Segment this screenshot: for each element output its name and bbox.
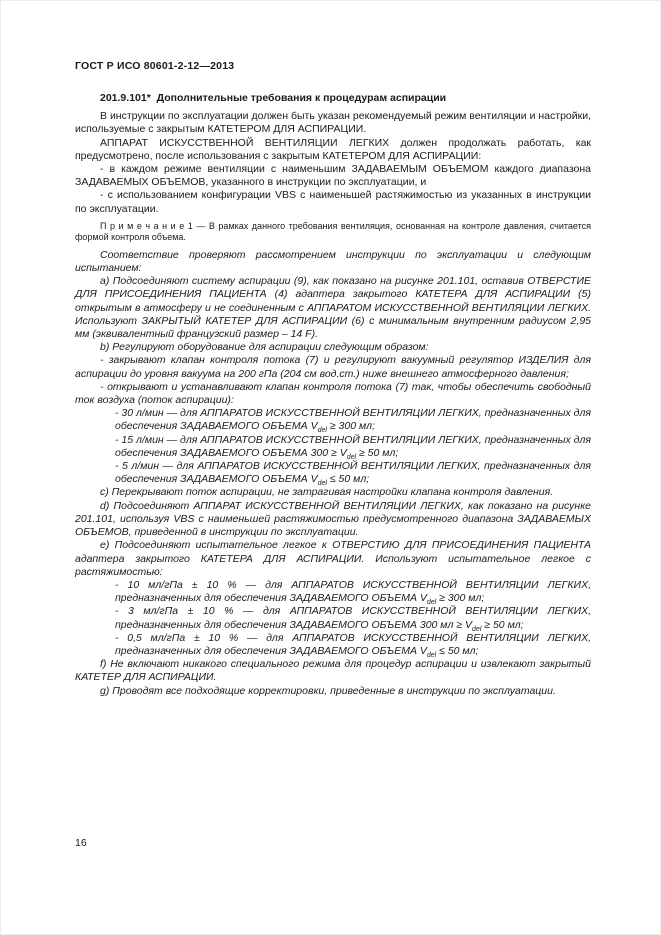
step-c-paragraph: c) Перекрывают поток аспирации, не затрагивая настройки клапана контроля давления. [100, 486, 554, 499]
step-g-paragraph: g) Проводят все подходящие корректировки, приведенные в инструкции по эксплуатации. [100, 684, 556, 697]
step-b-paragraph: b) Регулируют оборудование для аспирации следующим образом: [100, 341, 429, 354]
body-paragraph: В инструкции по эксплуатации должен быть указан рекомендуемый режим вентиляции и настройки, используемые с закрытым КАТЕТЕРОМ ДЛЯ АСПИРАЦИИ. [75, 110, 591, 136]
flow-list-item: - 5 л/мин — для АППАРАТОВ ИСКУССТВЕННОЙ ВЕНТИЛЯЦИИ ЛЕГКИХ, предназначенных для обеспечения ЗАДАВАЕМОГО ОБЪЕМА $V_{del} \le 50$ мл; [115, 460, 591, 488]
note-paragraph: П р и м е ч а н и е 1 — В рамках данного требования вентиляция, основанная на контроле давления, считается формой контроля объема. [75, 220, 591, 242]
list-item-dash: - в каждом режиме вентиляции с наименьшим ЗАДАВАЕМЫМ ОБЪЕМОМ каждого диапазона ЗАДАВАЕМЫХ ОБЪЕМОВ, указанного в инструкции по эксплуатации, и [75, 163, 591, 189]
compliance-list-item: - 0,5 мл/гПа ± 10 % — для АППАРАТОВ ИСКУССТВЕННОЙ ВЕНТИЛЯЦИИ ЛЕГКИХ, предназначенных для обеспечения ЗАДАВАЕМОГО ОБЪЕМА $V_{del} \le 50$ мл; [115, 631, 591, 660]
list-item-dash: - открывают и устанавливают клапан контроля потока (7) так, чтобы обеспечить свободный ток воздуха (поток аспирации): [75, 380, 591, 407]
flow-list-item: - 30 л/мин — для АППАРАТОВ ИСКУССТВЕННОЙ ВЕНТИЛЯЦИИ ЛЕГКИХ, предназначенных для обеспечения ЗАДАВАЕМОГО ОБЪЕМА $V_{del} \ge 300$ мл; [115, 407, 591, 435]
compliance-list-item: - 3 мл/гПа ± 10 % — для АППАРАТОВ ИСКУССТВЕННОЙ ВЕНТИЛЯЦИИ ЛЕГКИХ, предназначенных для обеспечения ЗАДАВАЕМОГО ОБЪЕМА 300 мл ≥ $V_{del} \ge 50$ мл; [115, 605, 591, 633]
section-heading: 201.9.101* Дополнительные требования к процедурам аспирации [100, 92, 447, 104]
document-content [75, 92, 591, 698]
compliance-intro-paragraph: Соответствие проверяют рассмотрением инструкции по эксплуатации и следующим испытанием: [75, 248, 591, 275]
document-header: ГОСТ Р ИСО 80601-2-12—2013 [75, 60, 235, 72]
flow-list-item: - 15 л/мин — для АППАРАТОВ ИСКУССТВЕННОЙ ВЕНТИЛЯЦИИ ЛЕГКИХ, предназначенных для обеспечения ЗАДАВАЕМОГО ОБЪЕМА $300 \ge V_{del} \ge 50$ мл; [115, 433, 591, 461]
step-a-paragraph: a) Подсоединяют систему аспирации (9), как показано на рисунке 201.101, оставив ОТВЕРСТИЕ ДЛЯ ПРИСОЕДИНЕНИЯ ПАЦИЕНТА (4) адаптера закрытого КАТЕТЕРА ДЛЯ АСПИРАЦИИ (5) открытым в атмосферу и не соединенным с АППАРАТОМ ИСКУССТВЕННОЙ ВЕНТИЛЯЦИИ ЛЕГКИХ. Используют ЗАКРЫТЫЙ КАТЕТЕР ДЛЯ АСПИРАЦИИ (6) с минимальным внутренним радиусом 2,95 мм (эквивалентный французский размер – 14 F). [75, 275, 591, 341]
step-f-paragraph: f) Не включают никакого специального режима для процедур аспирации и извлекают закрытый КАТЕТЕР ДЛЯ АСПИРАЦИИ. [75, 658, 591, 684]
body-paragraph: АППАРАТ ИСКУССТВЕННОЙ ВЕНТИЛЯЦИИ ЛЕГКИХ должен продолжать работать, как предусмотрено, после использования с закрытым КАТЕТЕРОМ ДЛЯ АСПИРАЦИИ: [75, 136, 591, 162]
compliance-list-item: - 10 мл/гПа ± 10 % — для АППАРАТОВ ИСКУССТВЕННОЙ ВЕНТИЛЯЦИИ ЛЕГКИХ, предназначенных для обеспечения ЗАДАВАЕМОГО ОБЪЕМА $V_{del} \ge 300$ мл; [115, 578, 591, 607]
page-number: 16 [75, 837, 87, 849]
step-d-paragraph: d) Подсоединяют АППАРАТ ИСКУССТВЕННОЙ ВЕНТИЛЯЦИИ ЛЕГКИХ, как показано на рисунке 201.101, используя VBS с наименьшей растяжимостью предусмотренного диапазона ЗАДАВАЕМЫХ ОБЪЕМОВ, приведенной в инструкции по эксплуатации. [75, 499, 591, 539]
list-item-dash: - закрывают клапан контроля потока (7) и регулируют вакуумный регулятор ИЗДЕЛИЯ для аспирации до уровня вакуума на 200 гПа (204 см вод.ст.) ниже внешнего атмосферного давления; [75, 354, 591, 380]
list-item-dash: - с использованием конфигурации VBS с наименьшей растяжимостью из указанных в инструкции по эксплуатации. [75, 189, 591, 215]
step-e-paragraph: e) Подсоединяют испытательное легкое к ОТВЕРСТИЮ ДЛЯ ПРИСОЕДИНЕНИЯ ПАЦИЕНТА адаптера закрытого КАТЕТЕРА ДЛЯ АСПИРАЦИИ. Используют испытательное легкое с растяжимостью: [75, 539, 591, 578]
